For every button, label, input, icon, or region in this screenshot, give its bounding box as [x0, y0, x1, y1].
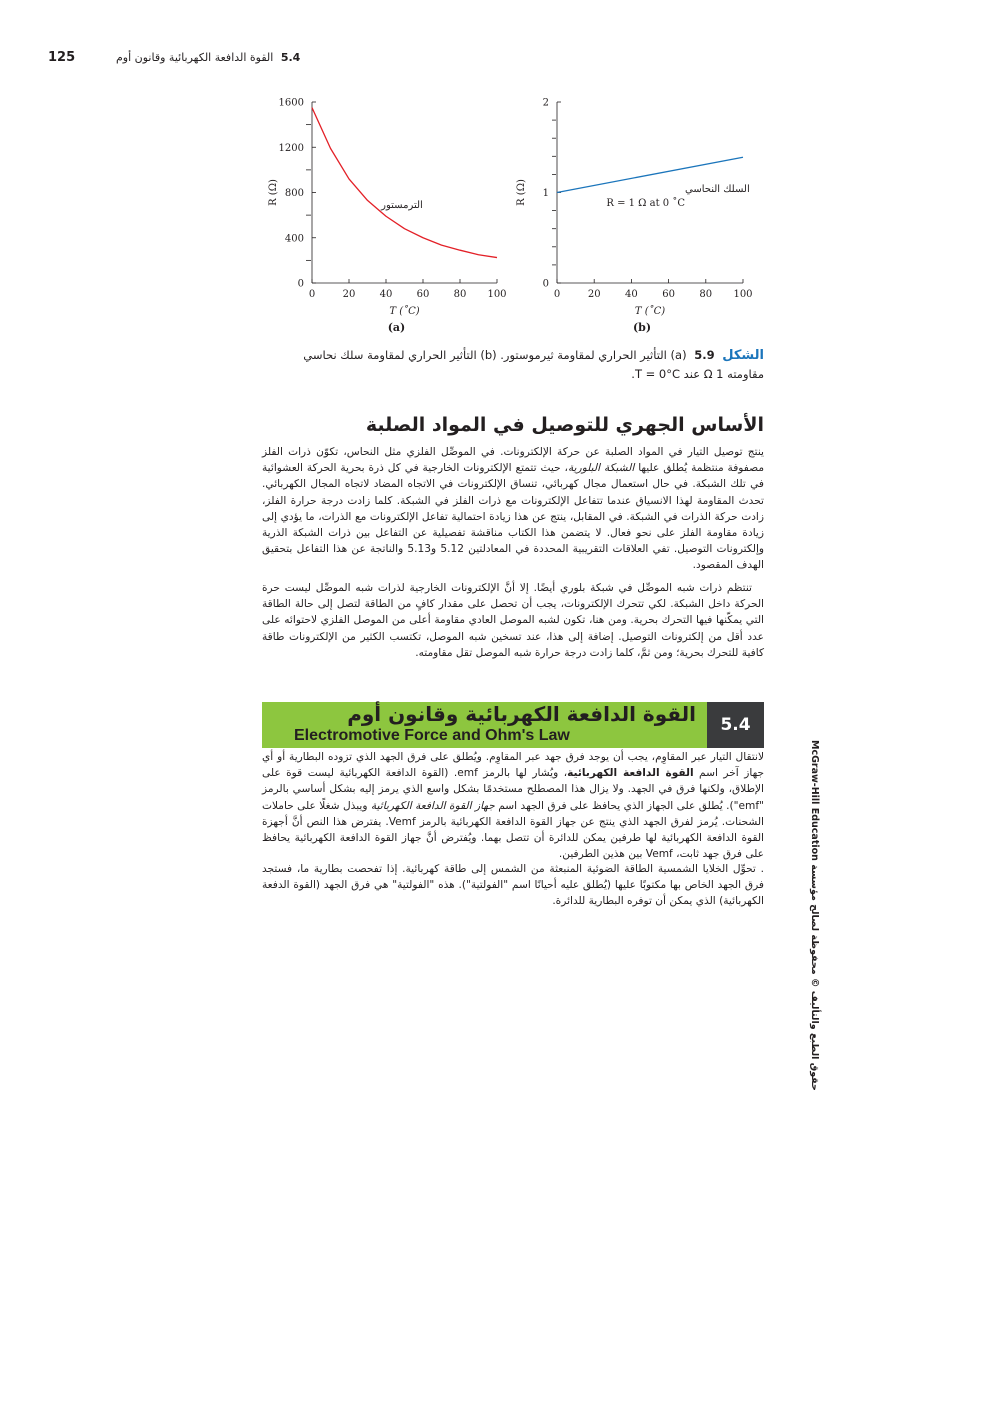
series-line — [312, 108, 497, 258]
caption-text: (a) التأثير الحراري لمقاومة ثيرموستور. (b) التأثير الحراري لمقاومة سلك نحاسي مقاومته 1 Ω عند T = 0°C. — [303, 348, 764, 381]
y-tick-label: 0 — [297, 278, 304, 290]
series-label: الترمستور — [381, 200, 423, 211]
x-tick-label: 60 — [416, 289, 430, 300]
text-run: لانتقال التيار عبر المقاوِم، يجب أن يوجد فرق جهد عبر المقاوِم. ويُطلق على فرق الجهد الذي تزوده البطارية أو أي جهاز آخر اسم — [262, 751, 764, 780]
paragraph-emf — [262, 749, 764, 862]
x-tick-label: 100 — [733, 289, 753, 300]
x-tick-label: 80 — [453, 289, 467, 300]
section-heading-microscopic: الأساس الجهري للتوصيل في المواد الصلبة — [365, 414, 764, 436]
panel-label: (a) — [387, 321, 406, 334]
y-tick-label: 1600 — [278, 97, 304, 109]
copyright-notice: حقوق الطبع والتأليف © محفوظة لصالح مؤسسة McGraw-Hill Education — [809, 740, 820, 1091]
x-tick-label: 40 — [379, 289, 393, 300]
text-run: ، ويُشار لها بالرمز emf. (القوة الدافعة الكهربائية ليست قوة على الإطلاق، ولكنها فرق في الجهد. ولا يزال هذا المصطلح مستخدمًا بشكل واسع الذي يرمز إليه بشكل أساسي بالرمز "emf"). يُطلق على الجهاز الذي يحافظ على فرق الجهد اسم — [262, 767, 764, 812]
bold-term: القوة الدافعة الكهربائية — [567, 767, 694, 780]
chart-thermistor — [262, 88, 512, 338]
x-tick-label: 20 — [587, 289, 601, 300]
y-tick-label: 2 — [542, 97, 549, 109]
chart-copper-wire — [510, 88, 760, 338]
y-tick-label: 0 — [542, 278, 549, 290]
caption-label: الشكل — [722, 348, 764, 363]
caption-number: 5.9 — [694, 348, 715, 362]
x-axis-label: T (˚C) — [389, 306, 420, 317]
text-run: ، حيث تتمتع الإلكترونات الخارجية في كل ذرة بحرية الحركة العشوائية في تلك الشبكة. في حال استعمال مجال كهربائي، تنساق الإلكترونات في الاتجاه المضاد لاتجاه المجال الكهربائي. تحدث المقاومة لهذا الانسياق عندما تتفاعل الإلكترونات مع ذرات الفلز في الشبكة. كلما زادت درجة حرارة الفلز، زادت حركة الذرات في الشبكة. في المقابل، ينتج عن هذا زيادة احتمالية تفاعل الإلكترونات مع الذرات، ما يؤدي إلى زيادة مقاومة الفلز على نحو فعال. لا يتضمن هذا الكتاب مناقشة تفصيلية عن التفاعل بين ذرات الشبكة الذرية وإلكترونات التوصيل. تفي العلاقات التقريبية المحددة في المعادلتين 5.12 و5.13 والناتجة عن هذا التفاعل بتحقيق الهدف المقصود. — [262, 462, 765, 572]
x-axis-label: T (˚C) — [634, 306, 666, 317]
paragraph-solar-cells: . تحوِّل الخلايا الشمسية الطاقة الضوئية المنبعثة من الشمس إلى طاقة كهربائية. إذا تفحصت بطارية ما، فستجد فرق الجهد الخاص بها مكتوبًا عليها (يُطلق عليه أحيانًا اسم "الفولتية"). هذه "الفولتية" هي فرق الجهد (القوة الدفعة الكهربائية) الذي يمكن أن توفره البطارية للدائرة. — [262, 863, 764, 908]
x-tick-label: 0 — [553, 289, 561, 300]
text-run: ينتج توصيل التيار في المواد الصلبة عن حركة الإلكترونات. في الموصِّل الفلزي مثل النحاس، تكوّن ذرات الفلز مصفوفة منتظمة يُطلق عليها — [262, 446, 764, 475]
banner-section-number: 5.4 — [707, 702, 764, 748]
x-tick-label: 60 — [662, 289, 675, 300]
x-tick-label: 100 — [487, 289, 507, 300]
x-tick-label: 0 — [308, 289, 316, 300]
emphasis-term: الشبكة البلورية — [567, 462, 635, 475]
banner-title-english: Electromotive Force and Ohm's Law — [294, 727, 570, 744]
running-section-title: القوة الدافعة الكهربائية وقانون أوم — [116, 51, 274, 64]
running-section-number: 5.4 — [280, 51, 301, 64]
paragraph-semiconductor: تنتظم ذرات شبه الموصِّل في شبكة بلوري أيضًا. إلا أنَّ الإلكترونات الخارجية لذرات شبه الموصِّل ليست حرة الحركة داخل الشبكة. لكي تتحرك الإلكترونات، يجب أن تحصل على مقدار كافٍ من الطاقة لتصل إلى حالة الطاقة التي يمكّنها فيها التحرك بحرية. ومن هنا، تكون لشبه الموصل العادي مقاومة أعلى من الموصل الفلزي لاحتوائه على عدد أقل من إلكترونات التوصيل. إضافة إلى هذا، عند تسخين شبه الموصل، تكتسب الكثير من الإلكترونات طاقة كافية للتحرك بحرية؛ ومن ثمَّ، كلما زادت درجة حرارة شبه الموصل تقل مقاومته. — [262, 582, 764, 659]
y-tick-label: 1 — [542, 188, 549, 199]
y-axis-label: R (Ω) — [268, 179, 279, 206]
figure-caption — [264, 346, 764, 383]
series-annotation: R = 1 Ω at 0 ˚C — [606, 198, 685, 209]
banner-title-arabic: القوة الدافعة الكهربائية وقانون أوم — [347, 702, 696, 726]
y-tick-label: 800 — [284, 188, 304, 199]
paragraph-conduction — [262, 444, 764, 574]
x-tick-label: 40 — [625, 289, 638, 300]
y-axis-label: R (Ω) — [516, 179, 527, 206]
copyright-sidebar — [809, 740, 830, 1091]
y-tick-label: 1200 — [278, 142, 304, 154]
running-title — [116, 51, 316, 64]
series-label: السلك النحاسي — [685, 184, 750, 195]
section-banner — [262, 702, 764, 748]
x-tick-label: 80 — [699, 289, 713, 300]
y-tick-label: 400 — [284, 233, 304, 245]
x-tick-label: 20 — [342, 289, 356, 300]
text-run: ويبذل شغلًا على حاملات الشحنات. يُرمز لفرق الجهد الذي ينتج عن جهاز القوة الدافعة الكهربائية بالرمز Vemf. يفترض هذا النص أنَّ أجهزة القوة الدافعة الكهربائية لها طرفين يمكن للدائرة أن تتصل بهما. ويُفترض أنَّ جهاز القوة الدافعة الكهربائية يحافظ على فرق جهد ثابت، Vemf بين هذين الطرفين. — [262, 799, 764, 861]
page-number: 125 — [48, 50, 76, 65]
emphasis-term: جهاز القوة الدافعة الكهربائية — [370, 799, 495, 812]
panel-label: (b) — [632, 321, 652, 334]
